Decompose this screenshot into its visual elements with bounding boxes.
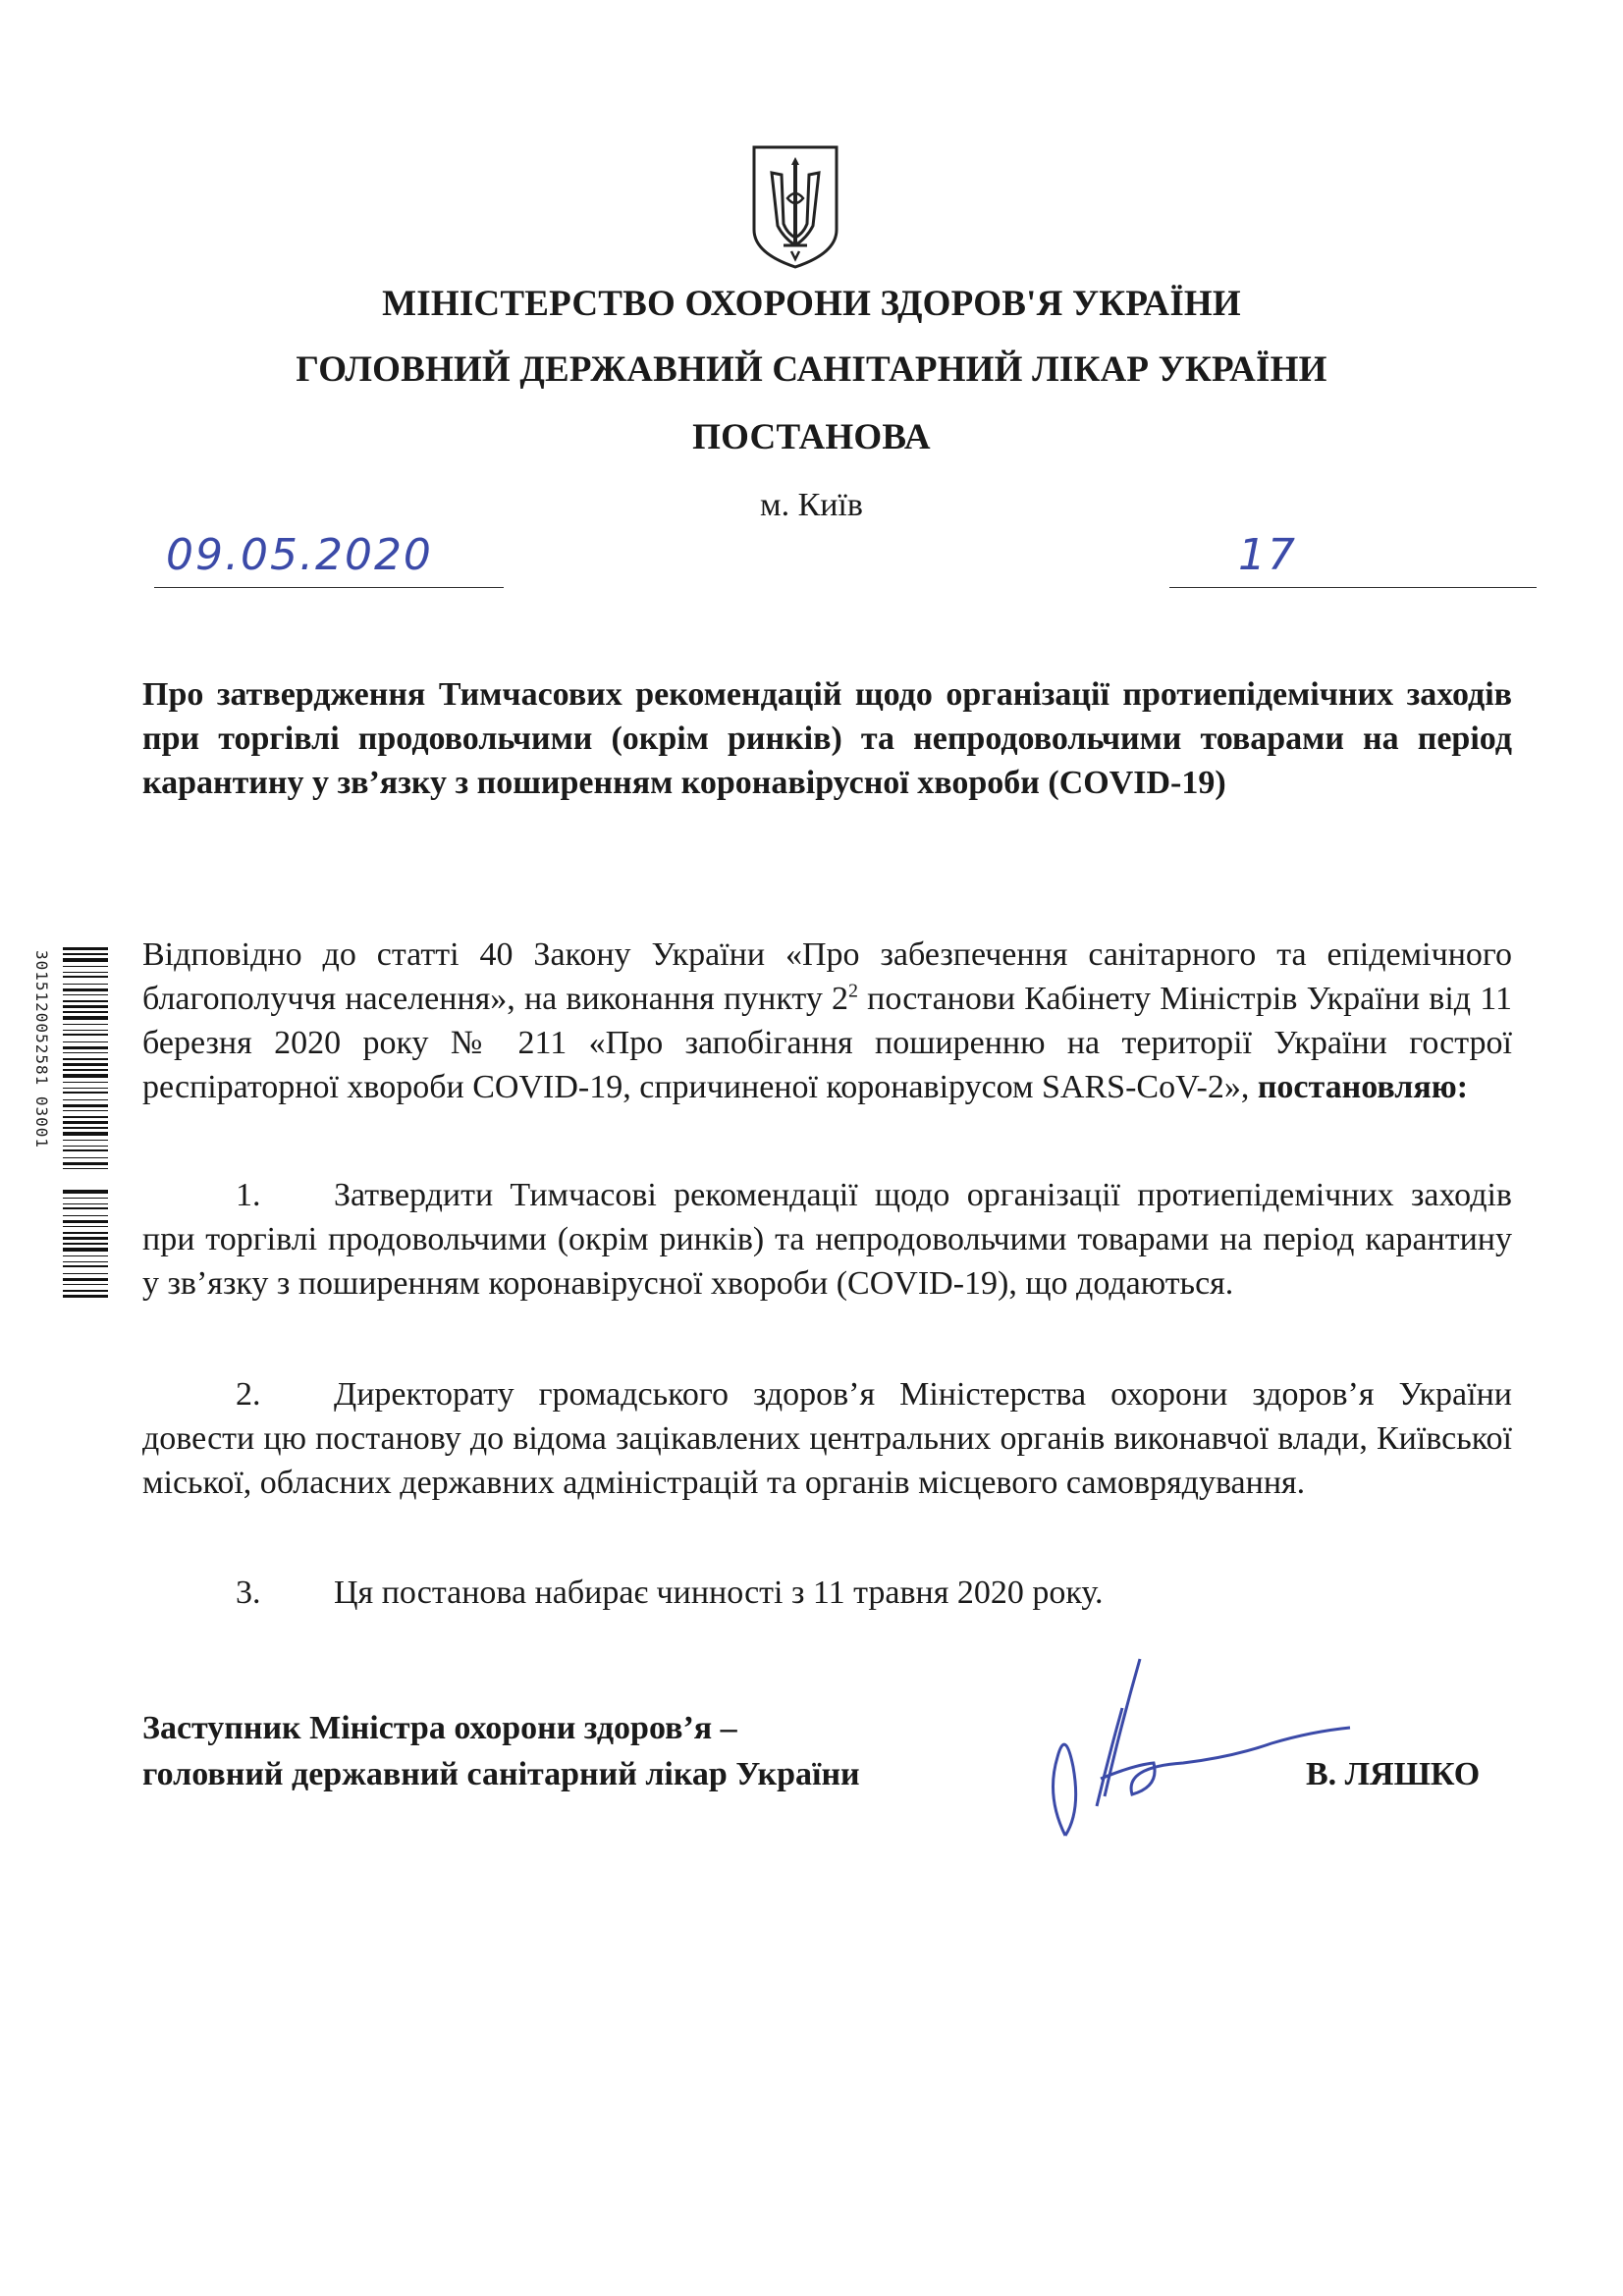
item-text: Ця постанова набирає чинності з 11 травня 2020 року. [334,1575,1104,1611]
coat-of-arms-emblem [748,143,842,271]
number-field [1169,532,1537,588]
preamble-paragraph [142,933,1512,1109]
list-item [142,1571,1512,1615]
date-field [154,532,504,588]
item-text: Директорату громадського здоров’я Міністерства охорони здоров’я України довести цю постанову до відома зацікавлених центральних органів виконавчої влади, Київської міської, обласних державних адміністрацій та органів місцевого самоврядування. [142,1376,1512,1501]
number-handwritten: 17 [1238,530,1297,580]
signatory-title-line1: Заступник Міністра охорони здоров’я – [142,1710,737,1746]
signatory-name: В. ЛЯШКО [1306,1756,1481,1792]
signatory-title-line2: головний державний санітарний лікар України [142,1756,860,1792]
date-handwritten: 09.05.2020 [166,530,433,580]
barcode-graphic [43,947,112,1301]
preamble-text-2: постанови Кабінету Міністрів України від 11 березня 2020 року № 211 «Про запобігання поширенню на території України гострої респіраторної хвороби COVID-19, спричиненої коронавірусом SARS-CoV-2», [142,981,1512,1105]
item-number: 1. [236,1177,261,1213]
document-type: ПОСТАНОВА [692,417,931,457]
ministry-name: МІНІСТЕРСТВО ОХОРОНИ ЗДОРОВ'Я УКРАЇНИ [382,284,1241,324]
handwritten-signature [1036,1649,1370,1845]
barcode [43,947,112,1301]
item-number: 2. [236,1376,261,1413]
preamble-text-1: Відповідно до статті 40 Закону України «Про забезпечення санітарного та епідемічного благополуччя населення», на виконання пункту 2 [142,936,1512,1017]
preamble-superscript: 2 [848,980,858,1002]
item-text: Затвердити Тимчасові рекомендації щодо організації протиепідемічних заходів при торгівлі продовольчими (окрім ринків) та непродовольчими товарами на період карантину у зв’язку з поширенням коронавірусної хвороби (COVID-19), що додаються. [142,1177,1512,1302]
list-item [142,1372,1512,1505]
list-item [142,1173,1512,1306]
barcode-number: 3015120052581 03001 [32,950,51,1149]
city: м. Київ [760,487,863,523]
item-number: 3. [236,1575,261,1611]
decree-word: постановляю: [1257,1069,1469,1105]
official-position: ГОЛОВНИЙ ДЕРЖАВНИЙ САНІТАРНИЙ ЛІКАР УКРАЇНИ [296,349,1327,390]
document-subject: Про затвердження Тимчасових рекомендацій щодо організації протиепідемічних заходів при торгівлі продовольчими (окрім ринків) та непродовольчими товарами на період карантину у зв’язку з поширенням коронавірусної хвороби (COVID-19) [142,676,1512,801]
